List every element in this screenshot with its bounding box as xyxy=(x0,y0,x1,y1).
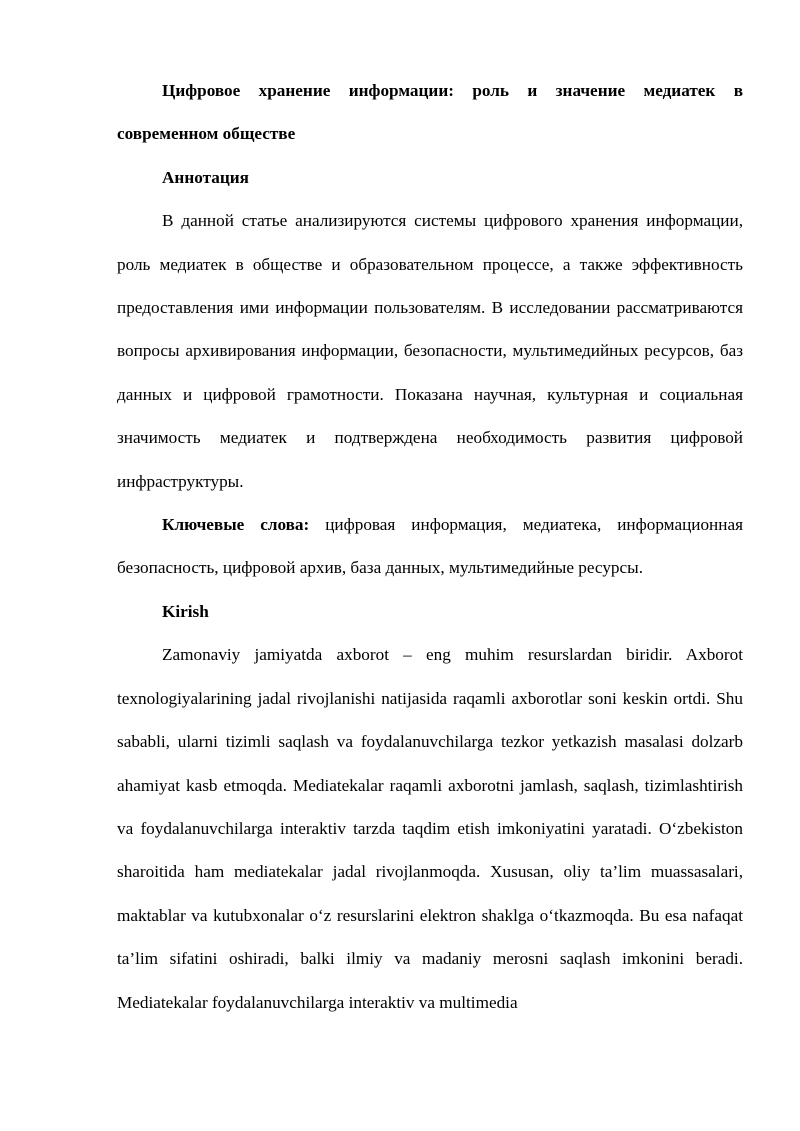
intro-heading: Kirish xyxy=(162,601,209,621)
keywords-label: Ключевые слова: xyxy=(162,515,310,535)
keywords-paragraph xyxy=(117,503,743,590)
document-title: Цифровое хранение информации: роль и значение медиатек в современном обществе xyxy=(117,81,743,144)
abstract-heading: Аннотация xyxy=(162,167,249,187)
keywords-text: цифровая информация, медиатека, информационная безопасность, цифровой архив, база данных, мультимедийные ресурсы. xyxy=(117,515,743,578)
intro-paragraph: Zamonaviy jamiyatda axborot – eng muhim resurslardan biridir. Axborot texnologiyalarining jadal rivojlanishi natijasida raqamli axborotlar soni keskin ortdi. Shu sababli, ularni tizimli saqlash va foydalanuvchilarga tezkor yetkazish masalasi dolzarb ahamiyat kasb etmoqda. Mediatekalar raqamli axborotni jamlash, saqlash, tizimlashtirish va foydalanuvchilarga interaktiv tarzda taqdim etish imkoniyatini yaratadi. O‘zbekiston sharoitida ham mediatekalar jadal rivojlanmoqda. Xususan, oliy ta’lim muassasalari, maktablar va kutubxonalar o‘z resurslarini elektron shaklga o‘tkazmoqda. Bu esa nafaqat ta’lim sifatini oshiradi, balki ilmiy va madaniy merosni saqlash imkonini beradi. Mediatekalar foydalanuvchilarga interaktiv va multimedia xyxy=(117,645,743,1012)
document-body xyxy=(117,69,743,1024)
abstract-paragraph: В данной статье анализируются системы цифрового хранения информации, роль медиатек в обществе и образовательном процессе, а также эффективность предоставления ими информации пользователям. В исследовании рассматриваются вопросы архивирования информации, безопасности, мультимедийных ресурсов, баз данных и цифровой грамотности. Показана научная, культурная и социальная значимость медиатек и подтверждена необходимость развития цифровой инфраструктуры. xyxy=(117,211,743,491)
